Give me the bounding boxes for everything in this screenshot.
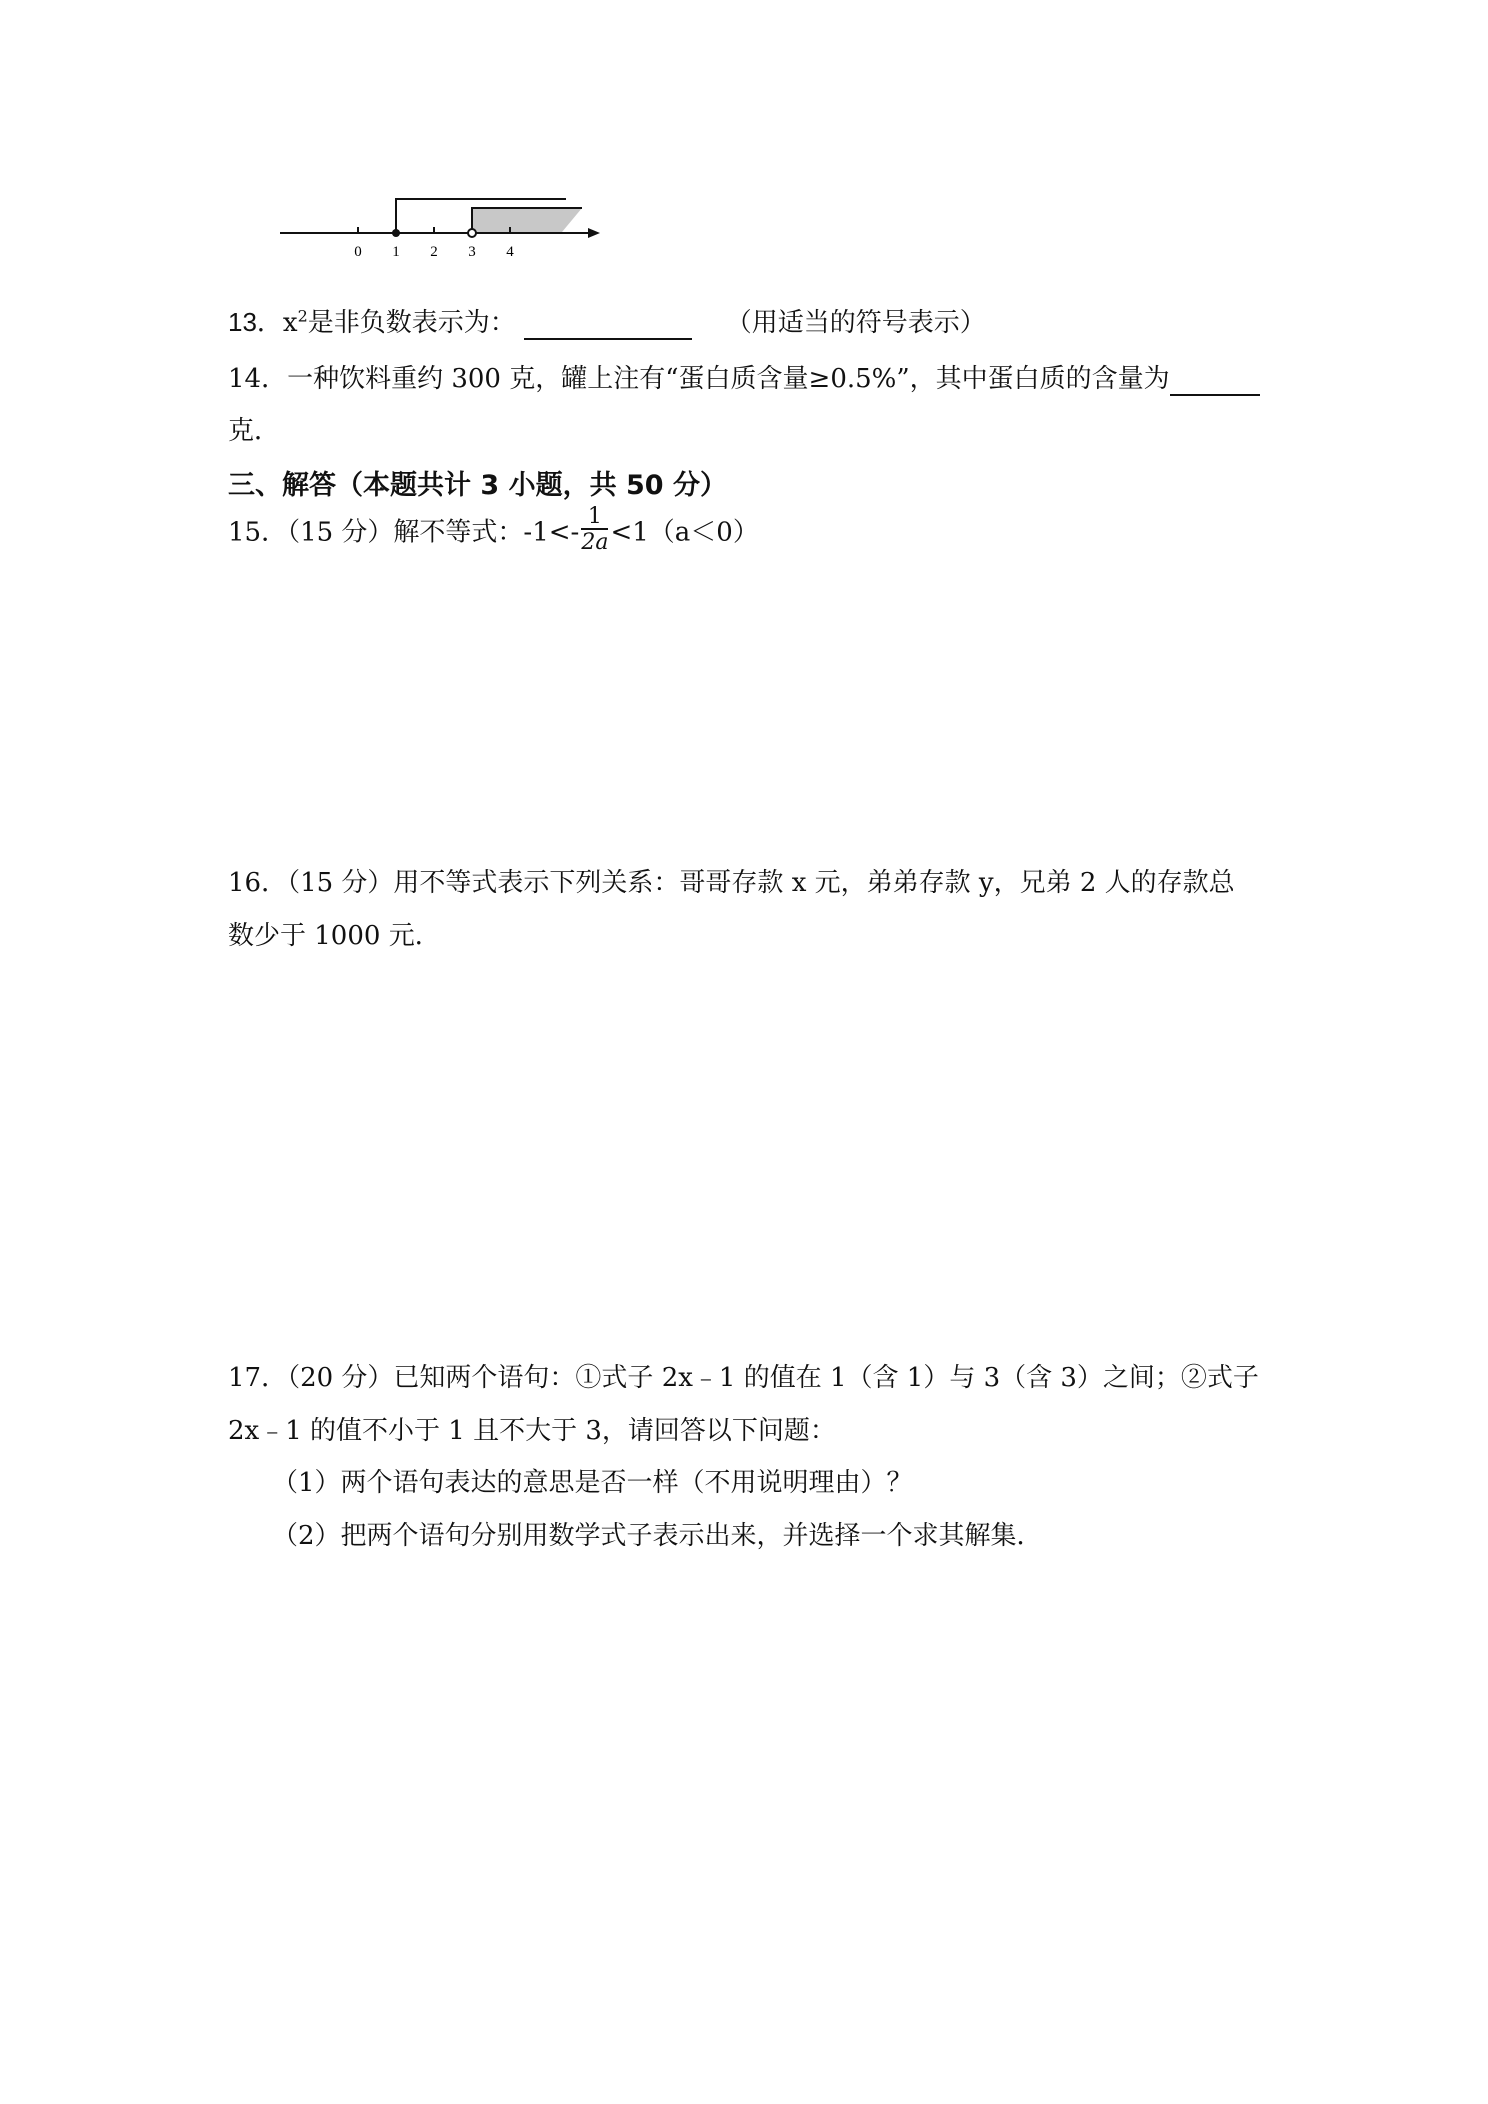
tick-label: 1 [392,244,400,260]
exponent: 2 [297,306,308,326]
section-title: 三、解答（本题共计 3 小题，共 50 分） [228,470,727,501]
question-number: 13． [228,307,283,337]
question-17-line1: 17．（20 分）已知两个语句：①式子 2x﹣1 的值在 1（含 1）与 3（含 3）之间；②式子 [228,1363,1259,1393]
number-line-figure [270,188,610,266]
question-17-sub2: （2）把两个语句分别用数学式子表示出来，并选择一个求其解集． [272,1521,1043,1551]
fraction-numerator: 1 [581,506,608,530]
question-text-suffix: <1（a＜0） [610,517,759,548]
closed-point [392,229,400,237]
open-point [468,229,476,237]
axis-arrow [588,228,600,238]
answer-blank[interactable] [1170,364,1260,396]
fraction-denominator: 2a [581,530,609,555]
shaded-region [472,208,582,232]
tick-label: 3 [468,244,476,260]
question-16-line2: 数少于 1000 元． [228,921,441,951]
answer-blank[interactable] [524,308,692,340]
question-text: 15．（15 分）解不等式：-1<- [228,517,580,548]
tick-label: 4 [506,244,514,260]
question-17-sub1: （1）两个语句表达的意思是否一样（不用说明理由）？ [272,1468,913,1498]
question-14-line2: 克． [228,416,281,446]
tick-label: 0 [354,244,362,260]
question-13 [228,302,986,340]
tick-label: 2 [430,244,438,260]
fraction [581,506,608,554]
variable-x: x [282,308,298,338]
question-16-line1: 16．（15 分）用不等式表示下列关系：哥哥存款 x 元，弟弟存款 y，兄弟 2 人的存款总 [228,868,1235,898]
question-15 [228,506,759,554]
question-text: 14．一种饮料重约 300 克，罐上注有“蛋白质含量≥0.5%”，其中蛋白质的含量为 [228,364,1170,394]
question-14-line1 [228,358,1260,396]
question-17-line2: 2x﹣1 的值不小于 1 且不大于 3，请回答以下问题： [228,1416,836,1446]
question-text: 是非负数表示为： [307,308,516,338]
hint-text: （用适当的符号表示） [725,308,986,338]
